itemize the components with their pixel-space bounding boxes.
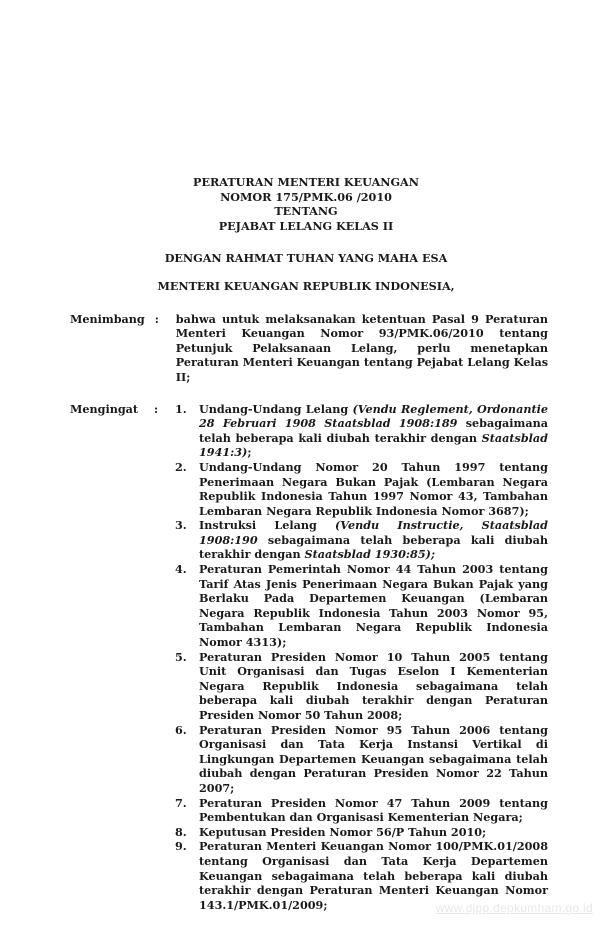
item-number: 1.: [175, 401, 187, 416]
item-number: 3.: [175, 518, 187, 533]
authority-line: MENTERI KEUANGAN REPUBLIK INDONESIA,: [157, 278, 455, 293]
item-number: 7.: [175, 795, 187, 810]
item-text: Peraturan Presiden Nomor 10 Tahun 2005 tentang Unit Organisasi dan Tugas Eselon I Kementerian Negara Republik Indonesia sebagaimana telah beberapa kali diubah terakhir dengan Peraturan Presiden Nomor 50 Tahun 2008;: [199, 649, 548, 722]
title-line-subject: PEJABAT LELANG KELAS II: [218, 218, 394, 233]
item-text: Instruksi Lelang (Vendu Instructie, Staatsblad 1908:190 sebagaimana telah beberapa kali diubah terakhir dengan Staatsblad 1930:85);: [199, 518, 549, 562]
mengingat-item: [175, 402, 548, 460]
item-text: Peraturan Presiden Nomor 95 Tahun 2006 tentang Organisasi dan Tata Kerja Instansi Vertikal di Lingkungan Departemen Keuangan sebagaimana telah diubah dengan Peraturan Presiden Nomor 22 Tahun 2007;: [199, 722, 548, 795]
mengingat-item: [175, 825, 548, 840]
watermark-link[interactable]: www.djpp.depkumham.go.id: [435, 901, 593, 916]
title-line-number: NOMOR 175/PMK.06 /2010: [220, 189, 392, 204]
mengingat-section: [70, 402, 548, 913]
menimbang-colon: :: [154, 311, 159, 326]
item-text: Peraturan Presiden Nomor 47 Tahun 2009 tentang Pembentukan dan Organisasi Kementerian Negara;: [199, 795, 548, 825]
mengingat-item: [175, 796, 548, 825]
document-title: [0, 175, 612, 233]
item-text: Peraturan Pemerintah Nomor 44 Tahun 2003 tentang Tarif Atas Jenis Penerimaan Negara Bukan Pajak yang Berlaku Pada Departemen Keuangan (Lembaran Negara Republik Indonesia Tahun 2003 Nomor 95, Tambahan Lembaran Negara Republik Indonesia Nomor 4313);: [199, 562, 548, 650]
item-number: 5.: [175, 649, 187, 664]
mengingat-item: [175, 518, 548, 562]
item-text: Keputusan Presiden Nomor 56/P Tahun 2010;: [199, 824, 487, 839]
mengingat-item: [175, 723, 548, 796]
item-text: Undang-Undang Lelang (Vendu Reglement, Ordonantie 28 Februari 1908 Staatsblad 1908:189 sebagaimana telah beberapa kali diubah terakhir dengan Staatsblad 1941:3);: [199, 401, 548, 460]
mengingat-label: Mengingat: [70, 401, 139, 416]
menimbang-text: bahwa untuk melaksanakan ketentuan Pasal 9 Peraturan Menteri Keuangan Nomor 93/PMK.06/2010 tentang Petunjuk Pelaksanaan Lelang, perlu menetapkan Peraturan Menteri Keuangan tentang Pejabat Lelang Kelas II;: [175, 311, 548, 384]
item-number: 6.: [175, 722, 187, 737]
item-number: 8.: [175, 824, 187, 839]
mengingat-list: [175, 402, 548, 913]
mengingat-item: [175, 562, 548, 650]
title-line-regulation: PERATURAN MENTERI KEUANGAN: [193, 175, 419, 189]
mengingat-item: [175, 460, 548, 518]
menimbang-label: Menimbang: [70, 311, 145, 326]
item-number: 4.: [175, 562, 187, 577]
invocation-line: DENGAN RAHMAT TUHAN YANG MAHA ESA: [164, 251, 448, 266]
item-text: Undang-Undang Nomor 20 Tahun 1997 tentang Penerimaan Negara Bukan Pajak (Lembaran Negara Republik Indonesia Tahun 1997 Nomor 43, Tambahan Lembaran Negara Republik Indonesia Nomor 3687);: [199, 459, 548, 518]
item-text: Peraturan Menteri Keuangan Nomor 100/PMK.01/2008 tentang Organisasi dan Tata Kerja Departemen Keuangan sebagaimana telah beberapa kali diubah terakhir dengan Peraturan Menteri Keuangan Nomor 143.1/PMK.01/2009;: [199, 839, 548, 912]
item-number: 2.: [175, 459, 187, 474]
menimbang-section: [70, 312, 548, 385]
mengingat-colon: :: [154, 401, 159, 416]
item-number: 9.: [175, 839, 187, 854]
mengingat-item: [175, 650, 548, 723]
title-line-tentang: TENTANG: [274, 204, 338, 219]
